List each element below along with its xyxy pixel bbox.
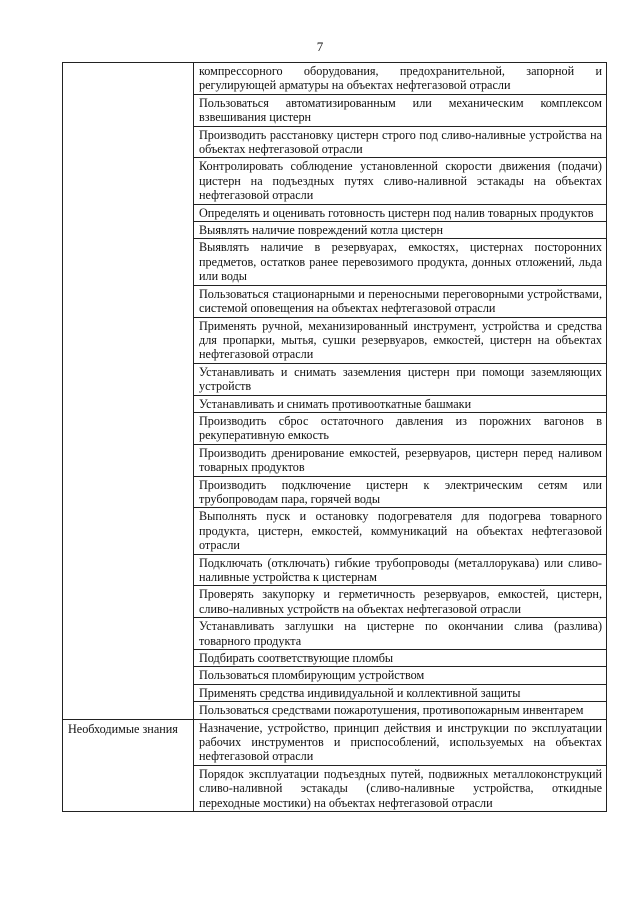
table-row [63, 719, 607, 765]
knowledge-label-cell [63, 719, 194, 811]
skill-item: Выявлять наличие в резервуарах, емкостях, цистернах посторонних предметов, остатков ранее перевозимого продукта, донных отложений, льда или воды [194, 239, 607, 285]
page-number: 7 [316, 39, 324, 54]
knowledge-item: Назначение, устройство, принцип действия и инструкции по эксплуатации рабочих инструментов и приспособлений, используемых на объектах нефтегазовой отрасли [194, 719, 607, 765]
skill-item: компрессорного оборудования, предохранительной, запорной и регулирующей арматуры на объектах нефтегазовой отрасли [194, 63, 607, 95]
skill-item: Устанавливать и снимать заземления цистерн при помощи заземляющих устройств [194, 363, 607, 395]
competency-table [62, 62, 607, 812]
skill-item: Подключать (отключать) гибкие трубопроводы (металлорукава) или сливо-наливные устройства к цистернам [194, 554, 607, 586]
skill-item: Пользоваться стационарными и переносными переговорными устройствами, системой оповещения на объектах нефтегазовой отрасли [194, 285, 607, 317]
skill-item: Подбирать соответствующие пломбы [194, 650, 607, 667]
skill-item: Применять средства индивидуальной и коллективной защиты [194, 684, 607, 701]
skill-item: Устанавливать заглушки на цистерне по окончании слива (разлива) товарного продукта [194, 618, 607, 650]
skill-item: Производить подключение цистерн к электрическим сетям или трубопроводам пара, горячей воды [194, 476, 607, 508]
skill-item: Производить сброс остаточного давления из порожних вагонов в рекуперативную емкость [194, 412, 607, 444]
skill-item: Пользоваться пломбирующим устройством [194, 667, 607, 684]
skill-item: Производить дренирование емкостей, резервуаров, цистерн перед наливом товарных продуктов [194, 444, 607, 476]
knowledge-label: Необходимые знания [68, 721, 178, 736]
skill-item: Пользоваться автоматизированным или механическим комплексом взвешивания цистерн [194, 94, 607, 126]
skill-item: Проверять закупорку и герметичность резервуаров, емкостей, цистерн, сливо-наливных устройств на объектах нефтегазовой отрасли [194, 586, 607, 618]
skills-label-cell [63, 63, 194, 720]
skill-item: Определять и оценивать готовность цистерн под налив товарных продуктов [194, 204, 607, 221]
skill-item: Производить расстановку цистерн строго под сливо-наливные устройства на объектах нефтегазовой отрасли [194, 126, 607, 158]
skill-item: Выявлять наличие повреждений котла цистерн [194, 222, 607, 239]
skill-item: Устанавливать и снимать противооткатные башмаки [194, 395, 607, 412]
skill-item: Контролировать соблюдение установленной скорости движения (подачи) цистерн на подъездных путях сливо-наливной эстакады на объектах нефтегазовой отрасли [194, 158, 607, 204]
knowledge-item: Порядок эксплуатации подъездных путей, подвижных металлоконструкций сливо-наливной эстакады (сливо-наливные устройства, откидные переходные мостики) на объектах нефтегазовой отрасли [194, 765, 607, 811]
table-row [63, 63, 607, 95]
skill-item: Пользоваться средствами пожаротушения, противопожарным инвентарем [194, 702, 607, 719]
skill-item: Применять ручной, механизированный инструмент, устройства и средства для пропарки, мытья, сушки резервуаров, емкостей, цистерн на объектах нефтегазовой отрасли [194, 317, 607, 363]
skill-item: Выполнять пуск и остановку подогревателя для подогрева товарного продукта, цистерн, емкостей, коммуникаций на объектах нефтегазовой отрасли [194, 508, 607, 554]
